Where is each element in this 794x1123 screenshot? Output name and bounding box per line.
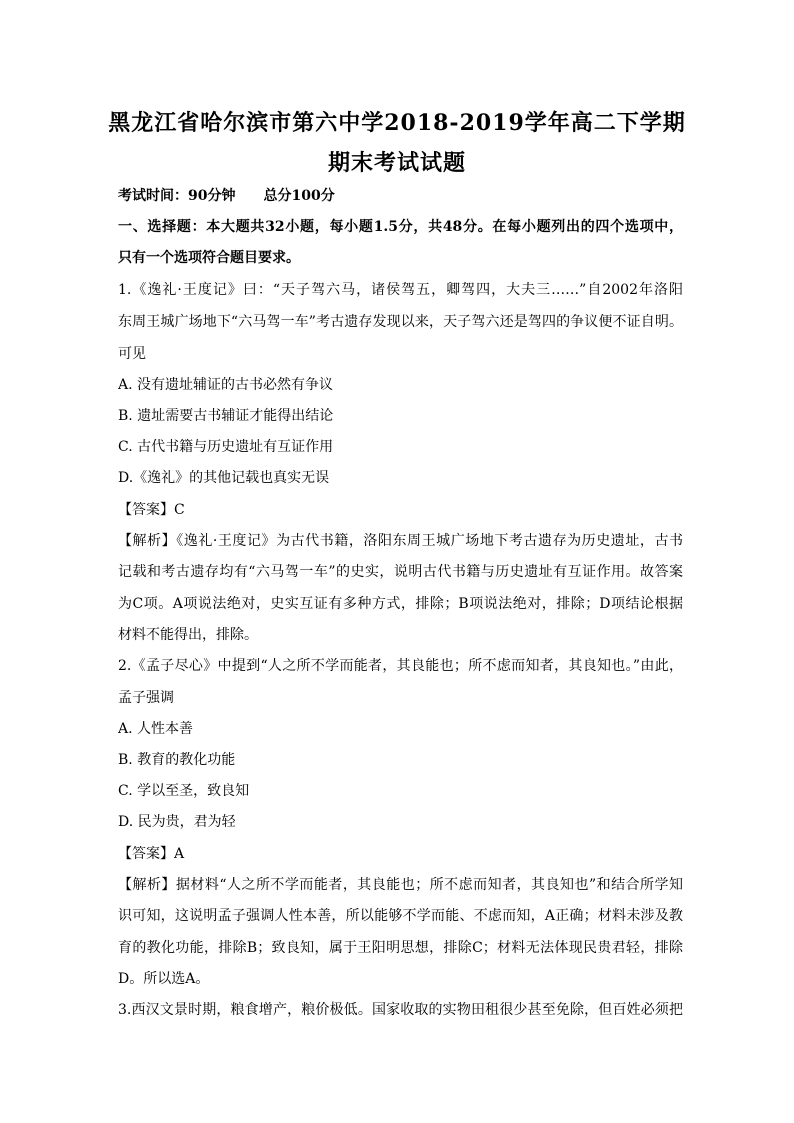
exam-info: 考试时间：90分钟 总分100分 [118,188,335,204]
question-1-answer: 【答案】C [118,502,185,518]
question-2-stem-line-1: 2.《孟子尽心》中提到“人之所不学而能者，其良能也；所不虑而知者，其良知也。”由此， [118,658,683,674]
question-2-stem-line-2: 孟子强调 [118,690,174,706]
title-line-2: 期末考试试题 [327,150,466,176]
question-3-stem-line-1: 3.西汉文景时期，粮食增产，粮价极低。国家收取的实物田租很少甚至免除，但百姓必须把 [118,1002,683,1018]
question-2-analysis-line-4: D。所以选A。 [118,971,210,987]
question-1-stem-line-1: 1.《逸礼·王度记》曰：“天子驾六马，诸侯驾五，卿驾四，大夫三……”自2002年洛阳 [118,282,683,298]
question-1-analysis-line-2: 记载和考古遗存均有“六马驾一车”的史实，说明古代书籍与历史遗址有互证作用。故答案 [118,564,683,580]
question-1-option-d: D.《逸礼》的其他记载也真实无误 [118,470,330,486]
question-1-option-a: A. 没有遗址辅证的古书必然有争议 [118,377,334,393]
question-2-option-c: C. 学以至圣，致良知 [118,783,250,799]
question-1-option-c: C. 古代书籍与历史遗址有互证作用 [118,439,334,455]
question-2-option-d: D. 民为贵，君为轻 [118,814,236,830]
question-1-stem-line-3: 可见 [118,346,146,362]
section-heading-line-1: 一、选择题：本大题共32小题，每小题1.5分，共48分。在每小题列出的四个选项中， [118,219,683,235]
question-1-analysis-line-4: 材料不能得出，排除。 [118,627,258,643]
question-1-option-b: B. 遗址需要古书辅证才能得出结论 [118,408,334,424]
question-1-analysis-line-3: 为C项。A项说法绝对，史实互证有多种方式，排除；B项说法绝对，排除；D项结论根据 [118,596,683,612]
question-2-option-a: A. 人性本善 [118,721,194,737]
question-2-option-b: B. 教育的教化功能 [118,752,236,768]
question-2-analysis-line-2: 识可知，这说明孟子强调人性本善，所以能够不学而能、不虑而知，A正确；材料未涉及教 [118,908,683,924]
question-1-analysis-line-1: 【解析】《逸礼·王度记》为古代书籍，洛阳东周王城广场地下考古遗存为历史遗址，古书 [118,533,683,549]
question-2-analysis-line-1: 【解析】据材料“人之所不学而能者，其良能也；所不虑而知者，其良知也”和结合所学知 [118,877,683,893]
title-line-1: 黑龙江省哈尔滨市第六中学2018-2019学年高二下学期 [108,110,686,136]
question-2-answer: 【答案】A [118,846,185,862]
section-heading-line-2: 只有一个选项符合题目要求。 [118,250,300,266]
question-1-stem-line-2: 东周王城广场地下“六马驾一车”考古遗存发现以来，天子驾六还是驾四的争议便不证自明。 [118,314,683,330]
question-2-analysis-line-3: 育的教化功能，排除B；致良知，属于王阳明思想，排除C；材料无法体现民贵君轻，排除 [118,940,683,956]
